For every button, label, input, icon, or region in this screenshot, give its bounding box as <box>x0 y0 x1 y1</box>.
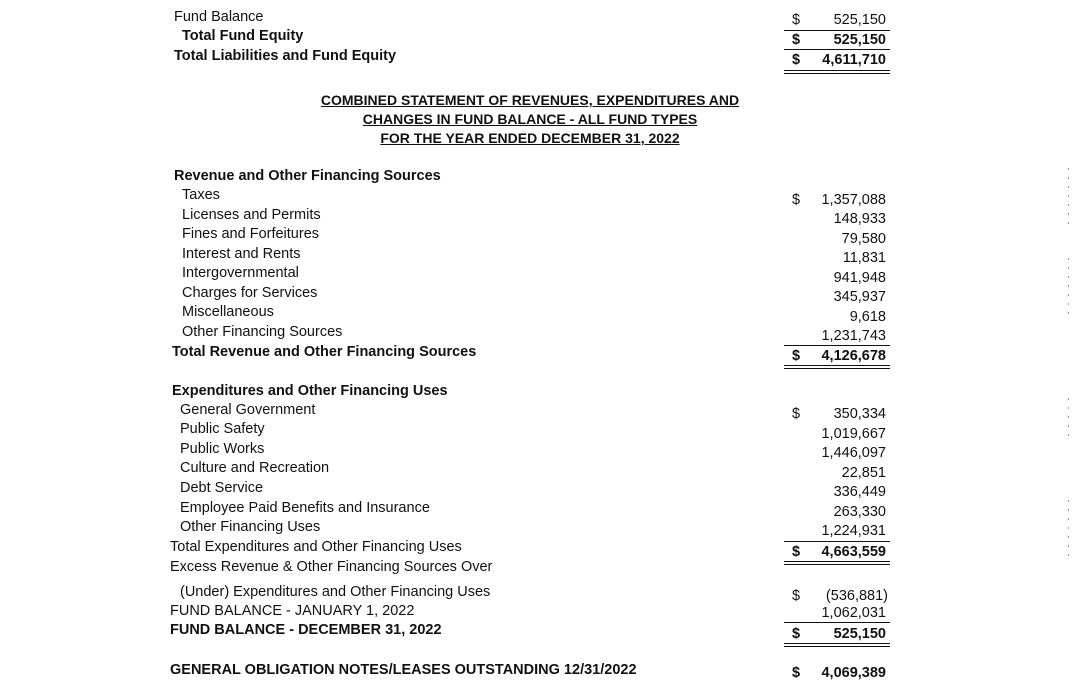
expenditure-item-label: Public Safety <box>180 421 265 437</box>
double-rule <box>784 73 890 74</box>
expenditure-item-label: Other Financing Uses <box>180 519 321 535</box>
revenue-item-value: 9,618 <box>849 309 886 325</box>
expenditure-item-label: Public Works <box>180 441 265 457</box>
fund-balance-dec-label: FUND BALANCE - DECEMBER 31, 2022 <box>170 622 442 638</box>
revenue-total-value: 4,126,678 <box>821 348 886 364</box>
fund-balance-value: 525,150 <box>833 12 886 28</box>
total-liabilities-equity-dollar: $ <box>792 52 801 68</box>
revenue-item-label: Interest and Rents <box>182 246 301 262</box>
revenue-item-label: Miscellaneous <box>182 304 274 320</box>
revenue-heading: Revenue and Other Financing Sources <box>174 168 441 184</box>
expenditure-item-value: 1,019,667 <box>821 426 886 442</box>
rule <box>784 49 890 50</box>
scan-edge-mark <box>1068 500 1069 560</box>
double-rule <box>784 365 890 366</box>
revenue-item-value: 11,831 <box>842 250 886 266</box>
expenditure-item-value: 263,330 <box>833 504 886 520</box>
expenditure-item-label: Debt Service <box>180 480 264 496</box>
expenditure-item-label: Employee Paid Benefits and Insurance <box>180 500 430 516</box>
total-liabilities-equity-label: Total Liabilities and Fund Equity <box>174 48 397 64</box>
revenue-item-value: 1,231,743 <box>821 328 886 344</box>
revenue-item-value: 345,937 <box>833 289 886 305</box>
fund-balance-dollar: $ <box>792 12 801 28</box>
expenditures-total-dollar: $ <box>792 544 801 560</box>
expenditure-item-value: 22,851 <box>841 465 886 481</box>
revenue-item-label: Taxes <box>182 187 220 203</box>
expenditure-item-dollar: $ <box>792 406 801 422</box>
total-fund-equity-label: Total Fund Equity <box>182 28 304 44</box>
revenue-item-label: Charges for Services <box>182 285 318 301</box>
notes-outstanding-value: 4,069,389 <box>821 665 886 681</box>
total-fund-equity-dollar: $ <box>792 32 801 48</box>
expenditure-item-value: 336,449 <box>833 484 886 500</box>
revenue-item-value: 79,580 <box>841 231 886 247</box>
statement-title-line-2: CHANGES IN FUND BALANCE - ALL FUND TYPES <box>362 111 698 127</box>
excess-line-1: Excess Revenue & Other Financing Sources Over <box>170 559 493 575</box>
revenue-total-dollar: $ <box>792 348 801 364</box>
fund-balance-label: Fund Balance <box>174 9 264 25</box>
double-rule <box>784 564 890 565</box>
fund-balance-dec-value: 525,150 <box>833 626 886 642</box>
rule <box>784 541 890 542</box>
expenditures-total-label: Total Expenditures and Other Financing Uses <box>170 539 462 555</box>
revenue-total-label: Total Revenue and Other Financing Sources <box>172 344 477 360</box>
notes-outstanding-dollar: $ <box>792 665 801 681</box>
expenditure-item-value: 350,334 <box>833 406 886 422</box>
excess-dollar: $ <box>792 588 801 604</box>
fund-balance-jan-value: 1,062,031 <box>821 605 886 621</box>
double-rule <box>784 70 890 71</box>
double-rule <box>784 368 890 369</box>
statement-title-line-3: FOR THE YEAR ENDED DECEMBER 31, 2022 <box>380 130 680 146</box>
expenditure-item-label: General Government <box>180 402 316 418</box>
statement-title-line-1: COMBINED STATEMENT OF REVENUES, EXPENDITURES AND <box>320 92 740 108</box>
scan-edge-mark <box>1068 258 1069 318</box>
revenue-item-label: Other Financing Sources <box>182 324 343 340</box>
expenditure-item-value: 1,446,097 <box>821 445 886 461</box>
expenditure-item-value: 1,224,931 <box>821 523 886 539</box>
revenue-item-label: Fines and Forfeitures <box>182 226 320 242</box>
double-rule <box>784 646 890 647</box>
revenue-item-value: 148,933 <box>833 211 886 227</box>
revenue-item-label: Licenses and Permits <box>182 207 321 223</box>
double-rule <box>784 643 890 644</box>
expenditure-item-label: Culture and Recreation <box>180 460 330 476</box>
excess-line-2: (Under) Expenditures and Other Financing Uses <box>180 584 491 600</box>
scan-edge-mark <box>1068 168 1069 228</box>
total-fund-equity-value: 525,150 <box>833 32 886 48</box>
excess-value: (536,881) <box>825 588 888 604</box>
total-liabilities-equity-value: 4,611,710 <box>822 52 886 68</box>
scan-edge-mark <box>1068 398 1069 438</box>
revenue-item-value: 1,357,088 <box>821 192 886 208</box>
double-rule <box>784 561 890 562</box>
expenditures-total-value: 4,663,559 <box>821 544 886 560</box>
expenditures-heading: Expenditures and Other Financing Uses <box>172 383 448 399</box>
revenue-item-dollar: $ <box>792 192 801 208</box>
rule <box>784 345 890 346</box>
fund-balance-jan-label: FUND BALANCE - JANUARY 1, 2022 <box>170 603 415 619</box>
revenue-item-value: 941,948 <box>833 270 886 286</box>
notes-outstanding-label: GENERAL OBLIGATION NOTES/LEASES OUTSTANDING 12/31/2022 <box>170 662 637 678</box>
rule <box>784 622 890 623</box>
fund-balance-dec-dollar: $ <box>792 626 801 642</box>
revenue-item-label: Intergovernmental <box>182 265 299 281</box>
